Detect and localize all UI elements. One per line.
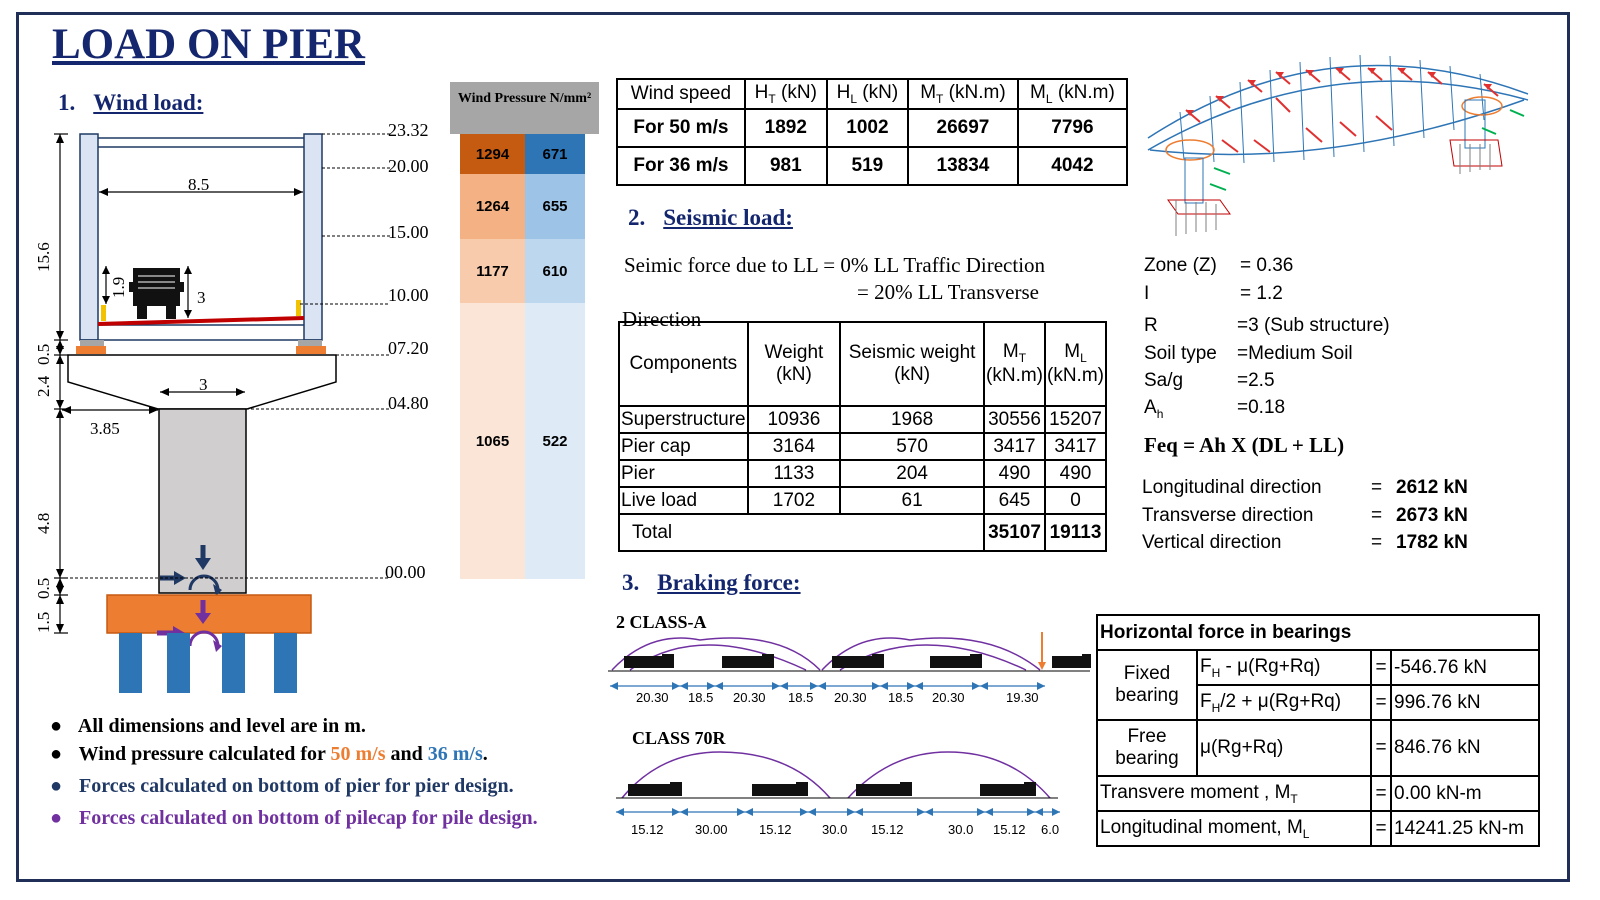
result-eq: = [1371,505,1383,526]
truck-icon [624,654,1091,668]
class-70r-dim: 30.0 [822,822,848,837]
class-a-dim: 20.30 [834,690,867,705]
formula-cell: $F_H/2 + \mu(Rg+Rq)$ [1197,685,1371,720]
table-cell: 1702 [748,487,841,514]
class-70r-dim: 6.0 [1041,822,1060,837]
param-value: =3 (Sub structure) [1237,315,1390,336]
result-label: Longitudinal direction [1142,477,1322,498]
right-column [304,134,322,340]
level-label: 07.20 [388,338,429,358]
cap-depth-dim: 2.4 [34,375,53,397]
pier-height-dim: 4.8 [34,512,53,534]
eq-cell: = [1371,776,1391,811]
table-cell: For 36 m/s [617,147,745,185]
table-title: Horizontal force in bearings [1097,615,1539,650]
braking-force-heading [622,570,801,596]
table-header-row [619,322,1106,406]
road-surface [98,318,304,324]
table-row [617,109,1127,147]
pier-elevation-drawing [30,120,450,710]
pile-1 [119,633,142,693]
table-cell: 26697 [908,109,1018,147]
bridge-3d-model [1140,40,1540,240]
value-cell: 14241.25 kN-m [1391,811,1539,846]
page-title: LOAD ON PIER [52,21,365,68]
table-row [619,487,1106,514]
feq-formula: Feq = Ah X (DL + LL) [1144,433,1345,457]
table-row [1097,811,1539,846]
table-cell: 981 [745,147,827,185]
level-label: 23.32 [388,120,429,140]
braking-force-title: Braking force: [657,570,801,595]
table-cell: 7796 [1018,109,1127,147]
wind-force-table [616,78,1128,186]
wind-load-heading [58,90,203,116]
table-cell: 645 [984,487,1045,514]
eq-cell: = [1371,720,1391,776]
table-cell: 0 [1045,487,1106,514]
table-cell: 570 [840,433,984,460]
wp-50-cell: 1177 [460,239,525,303]
class-a-dim: 20.30 [733,690,766,705]
result-value: 2673 kN [1396,505,1468,526]
level-label: 10.00 [388,285,429,305]
header-cell: $M_L$ (kN.m) [1045,322,1106,406]
table-cell: 35107 [984,514,1045,551]
note-text: All dimensions and level are in m. [77,715,366,737]
table-row [1097,720,1539,776]
pile-cap-top-dim: 0.5 [34,577,53,599]
deck-width-dim: 8.5 [188,175,210,194]
wind-load-title: Wind load: [93,90,204,115]
wp-36-cell: 610 [525,239,585,303]
class-a-dim: 18.5 [688,690,714,705]
class-a-dim: 20.30 [636,690,669,705]
header-cell: Weight (kN) [748,322,841,406]
table-cell: 3417 [984,433,1045,460]
table-cell: Superstructure [619,406,748,433]
class-70r-dim: 15.12 [759,822,792,837]
seismic-load-title: Seismic load: [663,205,793,230]
class-a-dim: 19.30 [1006,690,1039,705]
note-item [50,775,514,798]
value-cell: 996.76 kN [1391,685,1539,720]
result-eq: = [1371,477,1383,498]
truck-icon [129,268,184,319]
header-cell: Components [619,322,748,406]
bearing-dim: 0.5 [34,343,53,365]
wp-36-cell: 655 [525,174,585,239]
param-key: $A_h$ [1144,397,1164,421]
header-cell: $M_L$ (kN.m) [1018,79,1127,109]
note-item [50,715,366,738]
class-70r-dim: 15.12 [631,822,664,837]
seismic-table [618,321,1107,552]
class-a-dim: 18.5 [788,690,814,705]
value-cell: 0.00 kN-m [1391,776,1539,811]
table-cell: 1968 [840,406,984,433]
bullet-icon: ● [50,743,63,765]
table-cell: 61 [840,487,984,514]
table-row [619,406,1106,433]
free-bearing-label: Free bearing [1097,720,1197,776]
table-cell: Pier [619,460,748,487]
braking-load-diagram [600,620,1096,835]
seismic-note-line1: Seimic force due to LL = 0% LL Traffic Direction [624,253,1046,277]
wp-36-cell: 671 [525,134,585,174]
table-cell: 13834 [908,147,1018,185]
note-speed-50: 50 m/s [330,743,386,765]
table-cell: 3164 [748,433,841,460]
level-label: 15.00 [388,222,429,242]
wind-pressure-header: Wind Pressure N/mm² [450,82,599,134]
table-cell: 10936 [748,406,841,433]
table-title-row [1097,615,1539,650]
class-a-dim: 18.5 [888,690,914,705]
class-70r-dim: 15.12 [993,822,1026,837]
param-value: =2.5 [1237,370,1275,391]
note-item [50,743,488,766]
table-cell: 19113 [1045,514,1106,551]
bullet-icon: ● [50,807,63,829]
bullet-icon: ● [50,715,63,737]
table-cell: 1002 [827,109,908,147]
result-value: 1782 kN [1396,532,1468,553]
wp-50-cell: 1065 [460,303,525,579]
table-total-row [619,514,1106,551]
table-row [619,433,1106,460]
wp-36-cell: 522 [525,303,585,579]
bullet-icon: ● [50,775,63,797]
pier-width-dim: 3 [199,375,208,394]
table-cell: 1133 [748,460,841,487]
table-cell: Live load [619,487,748,514]
truck-clearance-dim: 3 [197,288,206,307]
seismic-note-line3: Direction [622,307,702,331]
note-text: and [385,743,428,765]
result-eq: = [1371,532,1383,553]
table-cell: 490 [1045,460,1106,487]
value-cell: 846.76 kN [1391,720,1539,776]
param-key: Soil type [1144,343,1217,364]
table-row [1097,650,1539,685]
result-label: Vertical direction [1142,532,1282,553]
note-text: . [482,743,488,765]
header-cell: $H_L$ (kN) [827,79,908,109]
fixed-bearing-label: Fixed bearing [1097,650,1197,720]
moment-label: Transvere moment , $M_T$ [1097,776,1371,811]
table-cell: Pier cap [619,433,748,460]
table-cell: Total [619,514,984,551]
pile-cap-depth-dim: 1.5 [34,611,53,633]
level-label: 20.00 [388,156,429,176]
bearing-force-table [1096,614,1540,847]
class-70r-dim: 30.0 [948,822,974,837]
header-cell: $H_T$ (kN) [745,79,827,109]
eq-cell: = [1371,811,1391,846]
class-70r-dim: 30.00 [695,822,728,837]
table-row [619,460,1106,487]
table-cell: 204 [840,460,984,487]
moment-label: Longitudinal moment, $M_L$ [1097,811,1371,846]
table-row [1097,776,1539,811]
table-cell: For 50 m/s [617,109,745,147]
param-value: =0.18 [1237,397,1286,418]
seismic-load-number: 2. [628,205,646,230]
wp-50-cell: 1264 [460,174,525,239]
table-cell: 1892 [745,109,827,147]
superstructure-depth-dim: 15.6 [34,242,53,272]
table-cell: 30556 [984,406,1045,433]
level-label: 04.80 [388,393,429,413]
param-value: = 0.36 [1240,255,1294,276]
pile-4 [274,633,297,693]
note-speed-36: 36 m/s [427,743,483,765]
left-column [80,134,98,340]
table-cell: 519 [827,147,908,185]
header-cell: Seismic weight (kN) [840,322,984,406]
param-key: I [1144,283,1150,304]
param-key: Zone (Z) [1144,255,1217,276]
pile-2 [167,633,190,693]
table-header-row [617,79,1127,109]
class-a-label: 2 CLASS-A [616,612,707,632]
header-cell: $M_T$ (kN.m) [908,79,1018,109]
result-value: 2612 kN [1396,477,1468,498]
header-cell: $M_T$ (kN.m) [984,322,1045,406]
class-70r-label: CLASS 70R [632,728,726,748]
class-70r-dim: 15.12 [871,822,904,837]
seismic-note-line2: = 20% LL Transverse [857,280,1039,304]
braking-force-number: 3. [622,570,640,595]
formula-cell: $F_H - \mu(Rg+Rq)$ [1197,650,1371,685]
cap-overhang-dim: 3.85 [90,419,120,438]
class-a-dim: 20.30 [932,690,965,705]
truck-height-dim: 1.9 [109,276,128,298]
wind-load-number: 1. [58,90,76,115]
seismic-load-heading [628,205,793,231]
note-text: Forces calculated on bottom of pilecap for pile design. [79,807,538,829]
truck-icon [628,782,1036,796]
value-cell: -546.76 kN [1391,650,1539,685]
param-key: R [1144,315,1158,336]
note-text: Wind pressure calculated for [78,743,331,765]
pile-3 [222,633,245,693]
note-item [50,807,538,830]
formula-cell: μ(Rg+Rq) [1197,720,1371,776]
result-label: Transverse direction [1142,505,1314,526]
table-row [617,147,1127,185]
eq-cell: = [1371,685,1391,720]
table-cell: 490 [984,460,1045,487]
header-cell: Wind speed [617,79,745,109]
wp-50-cell: 1294 [460,134,525,174]
eq-cell: = [1371,650,1391,685]
note-text: Forces calculated on bottom of pier for pier design. [79,775,514,797]
table-cell: 3417 [1045,433,1106,460]
table-cell: 15207 [1045,406,1106,433]
param-value: =Medium Soil [1237,343,1353,364]
level-label: 00.00 [385,562,426,582]
table-cell: 4042 [1018,147,1127,185]
param-value: = 1.2 [1240,283,1283,304]
param-key: Sa/g [1144,370,1184,391]
